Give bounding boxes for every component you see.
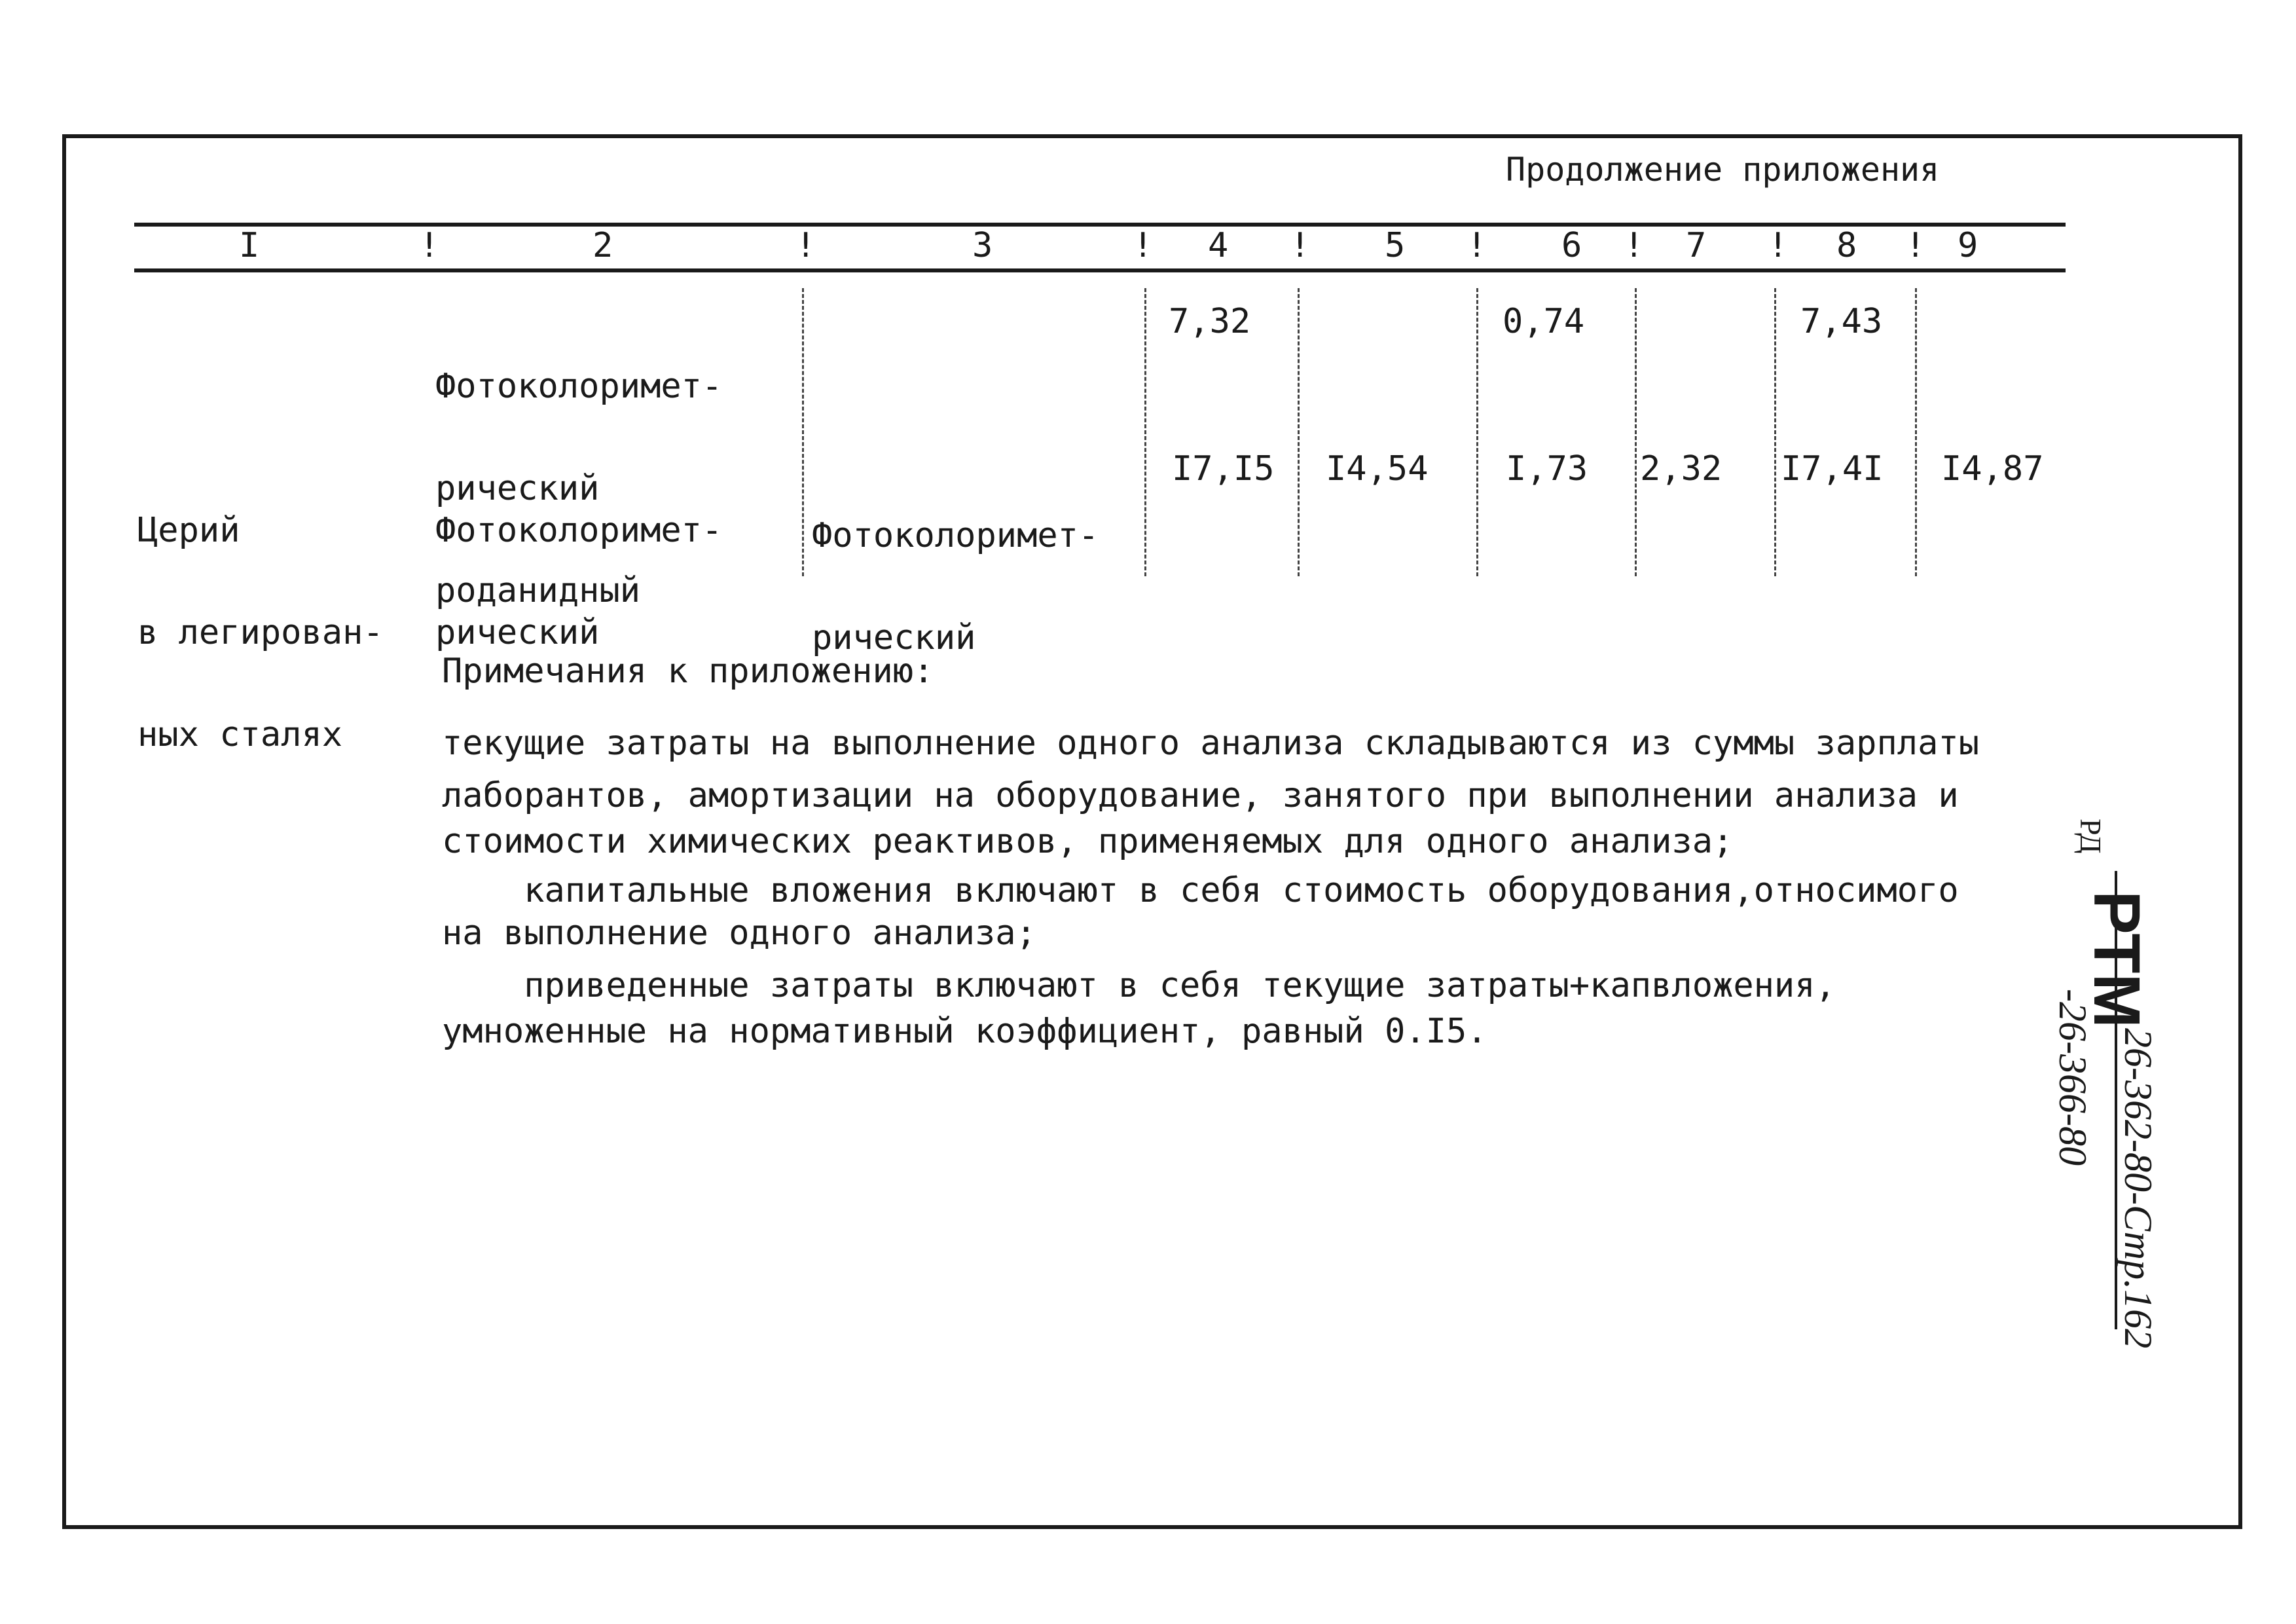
header-col-9: 9: [1958, 226, 1978, 265]
header-col-4: 4: [1208, 226, 1229, 265]
header-separator: !: [419, 226, 440, 265]
column-divider: [802, 288, 804, 576]
header-separator: !: [795, 226, 816, 265]
table-row-2-col5: I4,54: [1326, 449, 1429, 489]
header-col-7: 7: [1686, 226, 1707, 265]
header-col-1: I: [239, 226, 260, 265]
table-row-2-method: Фотоколоримет- рический: [435, 511, 723, 652]
column-divider: [1476, 288, 1478, 576]
notes-heading: Примечания к приложению:: [442, 652, 934, 691]
table-row-1-col6: 0,74: [1503, 302, 1585, 341]
column-divider: [1915, 288, 1917, 576]
table-row-2-element: Церий в легирован- ных сталях: [137, 511, 384, 754]
notes-line: капитальные вложения включают в себя стоимость оборудования,относимого: [442, 871, 1959, 910]
header-col-3: 3: [972, 226, 993, 265]
stamp-rtm: РТМ: [2080, 891, 2153, 1028]
table-row-1-col4: 7,32: [1169, 302, 1251, 341]
notes-line: на выполнение одного анализа;: [442, 913, 1036, 953]
table-row-2-col7: 2,32: [1640, 449, 1722, 489]
header-col-5: 5: [1385, 226, 1406, 265]
table-row-2-col6: I,73: [1506, 449, 1588, 489]
notes-line: лаборантов, амортизации на оборудование, занятого при выполнении анализа и: [442, 776, 1959, 815]
notes-line: текущие затраты на выполнение одного анализа складываются из суммы зарплаты: [442, 724, 1979, 763]
notes-line: приведенные затраты включают в себя текущие затраты+капвложения,: [442, 966, 1836, 1005]
column-divider: [1774, 288, 1776, 576]
header-col-8: 8: [1836, 226, 1857, 265]
notes-line: умноженные на нормативный коэффициент, равный 0.I5.: [442, 1012, 1487, 1051]
header-separator: !: [1133, 226, 1154, 265]
table-row-1-method: Фотоколоримет- рический роданидный: [435, 367, 723, 610]
column-divider: [1298, 288, 1300, 576]
table-row-2-col4: I7,I5: [1172, 449, 1275, 489]
header-separator: !: [1768, 226, 1789, 265]
page-title: Продолжение приложения: [1506, 151, 1940, 189]
column-divider: [1144, 288, 1146, 576]
header-separator: !: [1624, 226, 1645, 265]
stamp-code-2: -26-366-80: [2051, 989, 2094, 1166]
notes-line: стоимости химических реактивов, применяемых для одного анализа;: [442, 822, 1734, 861]
header-separator: !: [1290, 226, 1311, 265]
header-separator: !: [1467, 226, 1487, 265]
table-header-rule: [134, 268, 2066, 272]
stamp-rd: РД: [2074, 819, 2107, 854]
table-row-2-alt-method: Фотоколоримет- рический: [812, 516, 1099, 657]
table-row-2-col9: I4,87: [1941, 449, 2044, 489]
header-separator: !: [1905, 226, 1926, 265]
table-row-2-col8: I7,4I: [1781, 449, 1884, 489]
table-row-1-col8: 7,43: [1800, 302, 1883, 341]
stamp-code-1: 26-362-80-Стр.162: [2117, 1028, 2160, 1349]
header-col-2: 2: [592, 226, 613, 265]
column-divider: [1635, 288, 1637, 576]
header-col-6: 6: [1561, 226, 1582, 265]
